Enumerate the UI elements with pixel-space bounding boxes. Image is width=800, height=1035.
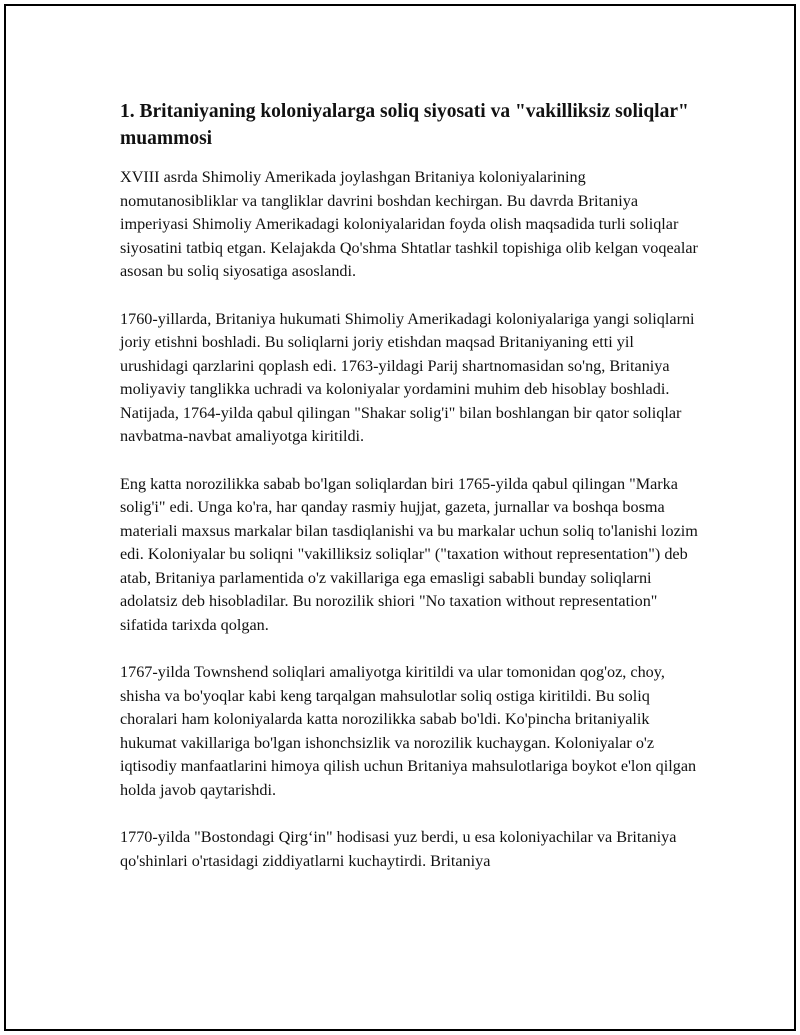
paragraph-4: 1767-yilda Townshend soliqlari amaliyotga kiritildi va ular tomonidan qog'oz, choy, shisha va bo'yoqlar kabi keng tarqalgan mahsulotlar soliq ostiga kiritildi. Bu soliq choralari ham koloniyalarda katta norozilikka sabab bo'ldi. Ko'pincha britaniyalik hukumat vakillariga bo'lgan ishonchsizlik va norozilik kuchaygan. Koloniyalar o'z iqtisodiy manfaatlarini himoya qilish uchun Britaniya mahsulotlariga boykot e'lon qilgan holda javob qaytarishdi. — [120, 663, 697, 799]
document-page — [4, 4, 796, 1031]
paragraph-3: Eng katta norozilikka sabab bo'lgan soliqlardan biri 1765-yilda qabul qilingan "Marka solig'i" edi. Unga ko'ra, har qanday rasmiy hujjat, gazeta, jurnallar va boshqa bosma materiali maxsus markalar bilan tasdiqlanishi va bu markalar uchun soliq to'lanishi lozim edi. Koloniyalar bu soliqni "vakilliksiz soliqlar" ("taxation without representation") deb atab, Britaniya parlamentida o'z vakillariga ega emasligi sababli bunday soliqlarni adolatsiz deb hisobladilar. Bu norozilik shiori "No taxation without representation" sifatida tarixda qolgan. — [120, 474, 698, 634]
section-heading: 1. Britaniyaning koloniyalarga soliq siyosati va "vakilliksiz soliqlar" muammosi — [120, 101, 689, 149]
document-content — [120, 98, 700, 897]
paragraph-5: 1770-yilda "Bostondagi Qirg‘in" hodisasi yuz berdi, u esa koloniyachilar va Britaniya qo'shinlari o'rtasidagi ziddiyatlarni kuchaytirdi. Britaniya — [120, 828, 677, 870]
paragraph-2: 1760-yillarda, Britaniya hukumati Shimoliy Amerikadagi koloniyalariga yangi soliqlarni joriy etishni boshladi. Bu soliqlarni joriy etishdan maqsad Britaniyaning etti yil urushidagi qarzlarini qoplash edi. 1763-yildagi Parij shartnomasidan so'ng, Britaniya moliyaviy tanglikka uchradi va koloniyalar yordamini muhim deb hisoblay boshladi. Natijada, 1764-yilda qabul qilingan "Shakar solig'i" bilan boshlangan bir qator soliqlar navbatma-navbat amaliyotga kiritildi. — [120, 309, 695, 445]
paragraph-1: XVIII asrda Shimoliy Amerikada joylashgan Britaniya koloniyalarining nomutanosibliklar va tangliklar davrini boshdan kechirgan. Bu davrda Britaniya imperiyasi Shimoliy Amerikadagi koloniyalaridan foyda olish maqsadida turli soliqlar siyosatini tatbiq etgan. Kelajakda Qo'shma Shtatlar tashkil topishiga olib kelgan voqealar asosan bu soliq siyosatiga asoslandi. — [120, 168, 698, 280]
